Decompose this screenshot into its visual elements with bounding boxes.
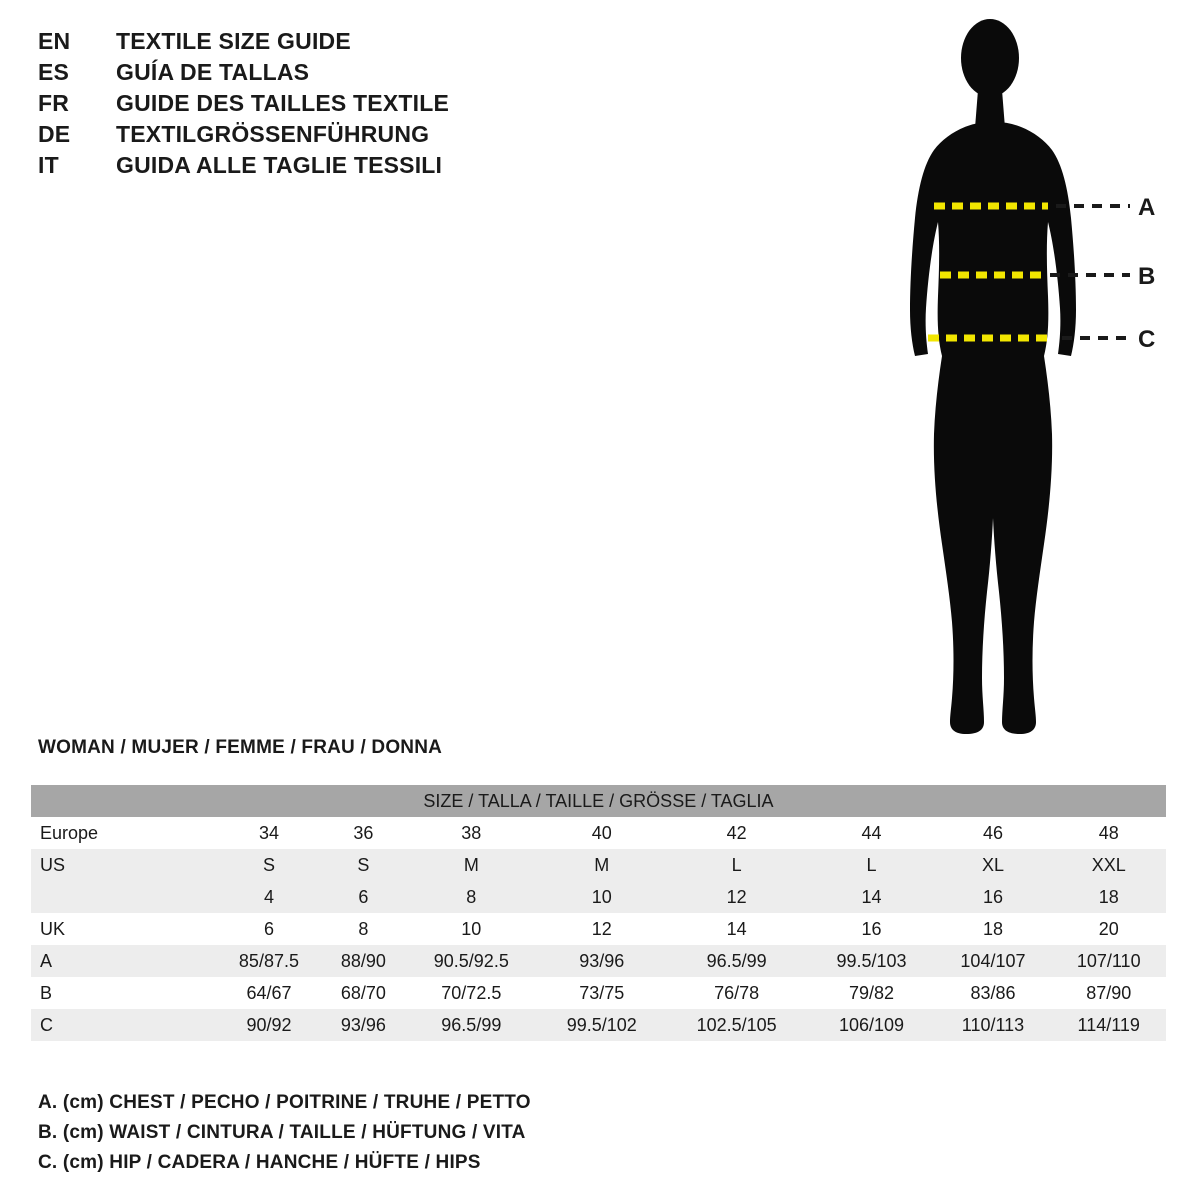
cell: 48 [1051,817,1166,849]
cell: 18 [1051,881,1166,913]
legend-hip: C. (cm) HIP / CADERA / HANCHE / HÜFTE / HIPS [38,1152,481,1173]
language-title: TEXTILGRÖSSENFÜHRUNG [116,121,430,147]
table-header-label: SIZE / TALLA / TAILLE / GRÖSSE / TAGLIA [31,785,1166,817]
table-row [31,881,1166,913]
row-label: UK [31,913,215,945]
cell: M [404,849,539,881]
language-code: FR [38,90,70,116]
language-code: EN [38,28,71,54]
cell: L [665,849,809,881]
cell: M [539,849,665,881]
language-title: GUIDE DES TAILLES TEXTILE [116,90,449,116]
cell: 40 [539,817,665,849]
cell: 88/90 [323,945,404,977]
language-title: GUIDA ALLE TAGLIE TESSILI [116,152,443,178]
cell: L [809,849,935,881]
cell: 16 [809,913,935,945]
cell: 36 [323,817,404,849]
cell: 85/87.5 [215,945,323,977]
cell: S [215,849,323,881]
table-row [31,849,1166,881]
cell: 107/110 [1051,945,1166,977]
measure-letter-b: B [1138,263,1156,290]
language-row-en [38,28,658,59]
measure-letter-c: C [1138,326,1156,353]
cell: 8 [404,881,539,913]
cell: 14 [809,881,935,913]
cell: 83/86 [935,977,1052,1009]
cell: 90/92 [215,1009,323,1041]
cell: 12 [539,913,665,945]
cell: XXL [1051,849,1166,881]
cell: 93/96 [539,945,665,977]
table-header-row [31,785,1166,817]
cell: 42 [665,817,809,849]
body-silhouette-icon [860,10,1190,750]
row-label: C [31,1009,215,1041]
cell: 73/75 [539,977,665,1009]
cell: 114/119 [1051,1009,1166,1041]
cell: 38 [404,817,539,849]
language-code: IT [38,152,59,178]
row-label [31,881,215,913]
cell: 76/78 [665,977,809,1009]
cell: 87/90 [1051,977,1166,1009]
cell: 20 [1051,913,1166,945]
cell: 99.5/103 [809,945,935,977]
language-title: GUÍA DE TALLAS [116,59,310,85]
cell: 93/96 [323,1009,404,1041]
language-title-block [38,28,658,183]
row-label: US [31,849,215,881]
language-code: ES [38,59,70,85]
cell: 10 [404,913,539,945]
cell: 104/107 [935,945,1052,977]
language-row-de [38,121,658,152]
cell: 110/113 [935,1009,1052,1041]
cell: 99.5/102 [539,1009,665,1041]
cell: 12 [665,881,809,913]
language-title: TEXTILE SIZE GUIDE [116,28,351,54]
row-label: B [31,977,215,1009]
row-label: Europe [31,817,215,849]
cell: 46 [935,817,1052,849]
cell: 44 [809,817,935,849]
cell: 6 [215,913,323,945]
measure-letter-a: A [1138,194,1156,221]
cell: 8 [323,913,404,945]
cell: 70/72.5 [404,977,539,1009]
female-body-figure [860,10,1190,750]
language-row-es [38,59,658,90]
table-row [31,913,1166,945]
cell: 34 [215,817,323,849]
table-row [31,977,1166,1009]
table-row [31,945,1166,977]
cell: 90.5/92.5 [404,945,539,977]
cell: 18 [935,913,1052,945]
cell: 64/67 [215,977,323,1009]
language-row-fr [38,90,658,121]
cell: 102.5/105 [665,1009,809,1041]
cell: 6 [323,881,404,913]
legend-waist: B. (cm) WAIST / CINTURA / TAILLE / HÜFTUNG / VITA [38,1122,526,1143]
cell: 96.5/99 [665,945,809,977]
measurement-legend [38,1088,838,1178]
language-code: DE [38,121,71,147]
language-row-it [38,152,658,183]
cell: 68/70 [323,977,404,1009]
size-chart-table [31,785,1166,1041]
cell: 106/109 [809,1009,935,1041]
cell: 79/82 [809,977,935,1009]
section-title: WOMAN / MUJER / FEMME / FRAU / DONNA [38,737,443,758]
cell: 10 [539,881,665,913]
row-label: A [31,945,215,977]
table-row [31,1009,1166,1041]
cell: XL [935,849,1052,881]
legend-chest: A. (cm) CHEST / PECHO / POITRINE / TRUHE / PETTO [38,1092,531,1113]
table-row [31,817,1166,849]
cell: 14 [665,913,809,945]
cell: 4 [215,881,323,913]
cell: 96.5/99 [404,1009,539,1041]
cell: S [323,849,404,881]
cell: 16 [935,881,1052,913]
